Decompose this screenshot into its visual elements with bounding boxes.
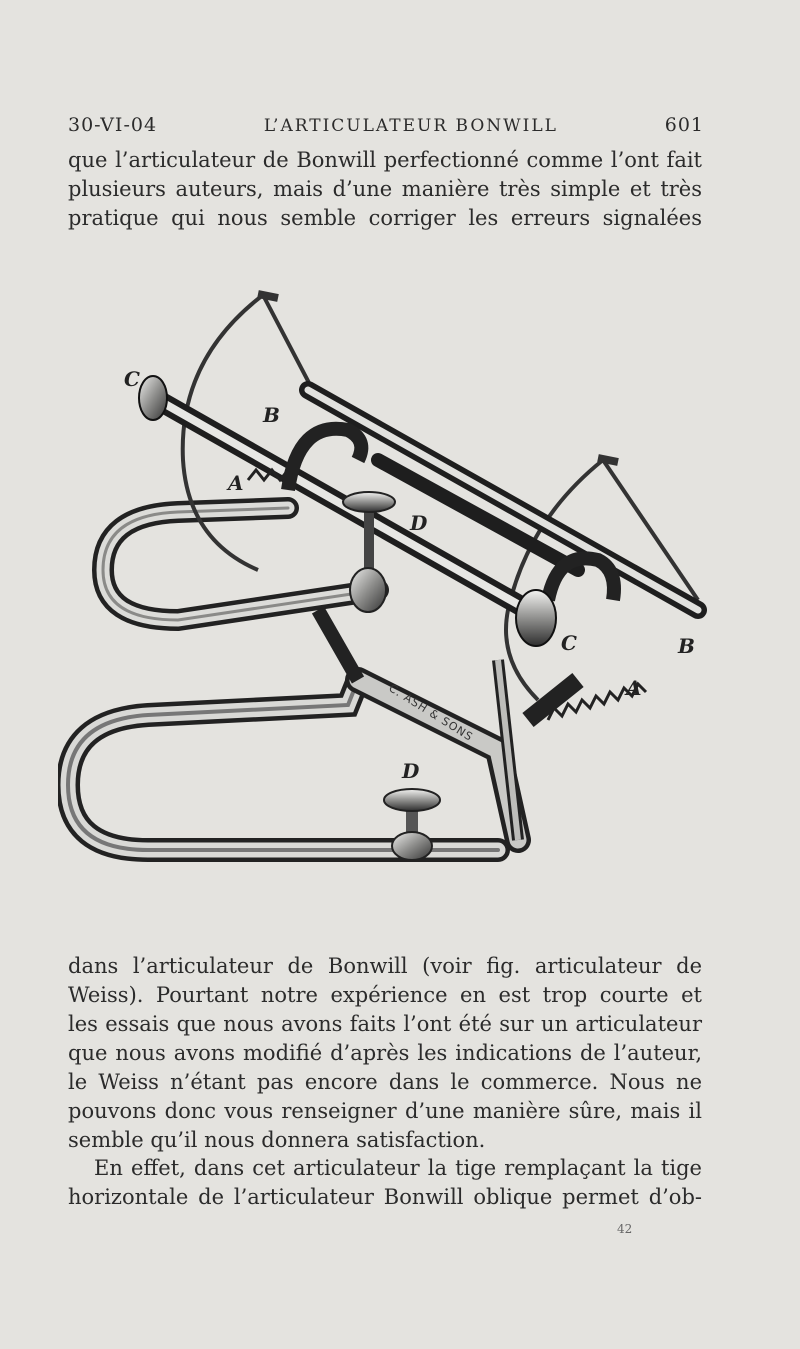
- articulator-illustration: [58, 280, 718, 900]
- text-line: horizontale de l’articulateur Bonwill oblique permet d’ob-: [68, 1185, 702, 1209]
- label-a-right: A: [626, 676, 642, 700]
- text-line: semble qu’il nous donnera satisfaction.: [68, 1128, 486, 1152]
- label-d-lower: D: [402, 759, 420, 783]
- label-d-upper: D: [410, 511, 428, 535]
- signature-mark: 42: [617, 1222, 633, 1236]
- text-line: les essais que nous avons faits l’ont été sur un articulateur: [68, 1012, 702, 1036]
- label-b-right: B: [678, 634, 695, 658]
- header-date: 30-VI-04: [68, 114, 158, 136]
- label-b-top: B: [263, 403, 280, 427]
- paragraph-top: [68, 146, 702, 233]
- engraving-text: C. ASH & SONS: [386, 681, 476, 744]
- label-a-left: A: [228, 471, 244, 495]
- text-line: En effet, dans cet articulateur la tige remplaçant la tige: [94, 1156, 702, 1180]
- upper-frame: [103, 508, 378, 620]
- paragraph-middle: [68, 952, 702, 1155]
- text-line: Weiss). Pourtant notre expérience en est trop courte et: [68, 983, 702, 1007]
- text-line: pratique qui nous semble corriger les erreurs signalées: [68, 206, 702, 230]
- text-line: pouvons donc vous renseigner d’une manière sûre, mais il: [68, 1099, 702, 1123]
- label-c-right: C: [561, 631, 577, 655]
- lower-frame: [68, 680, 518, 850]
- header-title: L’ARTICULATEUR BONWILL: [263, 116, 558, 136]
- text-line: que nous avons modifié d’après les indications de l’auteur,: [68, 1041, 702, 1065]
- text-line: le Weiss n’étant pas encore dans le commerce. Nous ne: [68, 1070, 702, 1094]
- text-line: dans l’articulateur de Bonwill (voir fig. articulateur de: [68, 954, 702, 978]
- lower-thumbscrew: [384, 789, 440, 860]
- text-line: que l’articulateur de Bonwill perfectionné comme l’ont fait: [68, 148, 702, 172]
- text-line: plusieurs auteurs, mais d’une manière très simple et très: [68, 177, 702, 201]
- label-c-top: C: [124, 367, 140, 391]
- running-header: [68, 114, 704, 136]
- paragraph-bottom: [68, 1154, 702, 1212]
- page-number: 601: [664, 114, 704, 136]
